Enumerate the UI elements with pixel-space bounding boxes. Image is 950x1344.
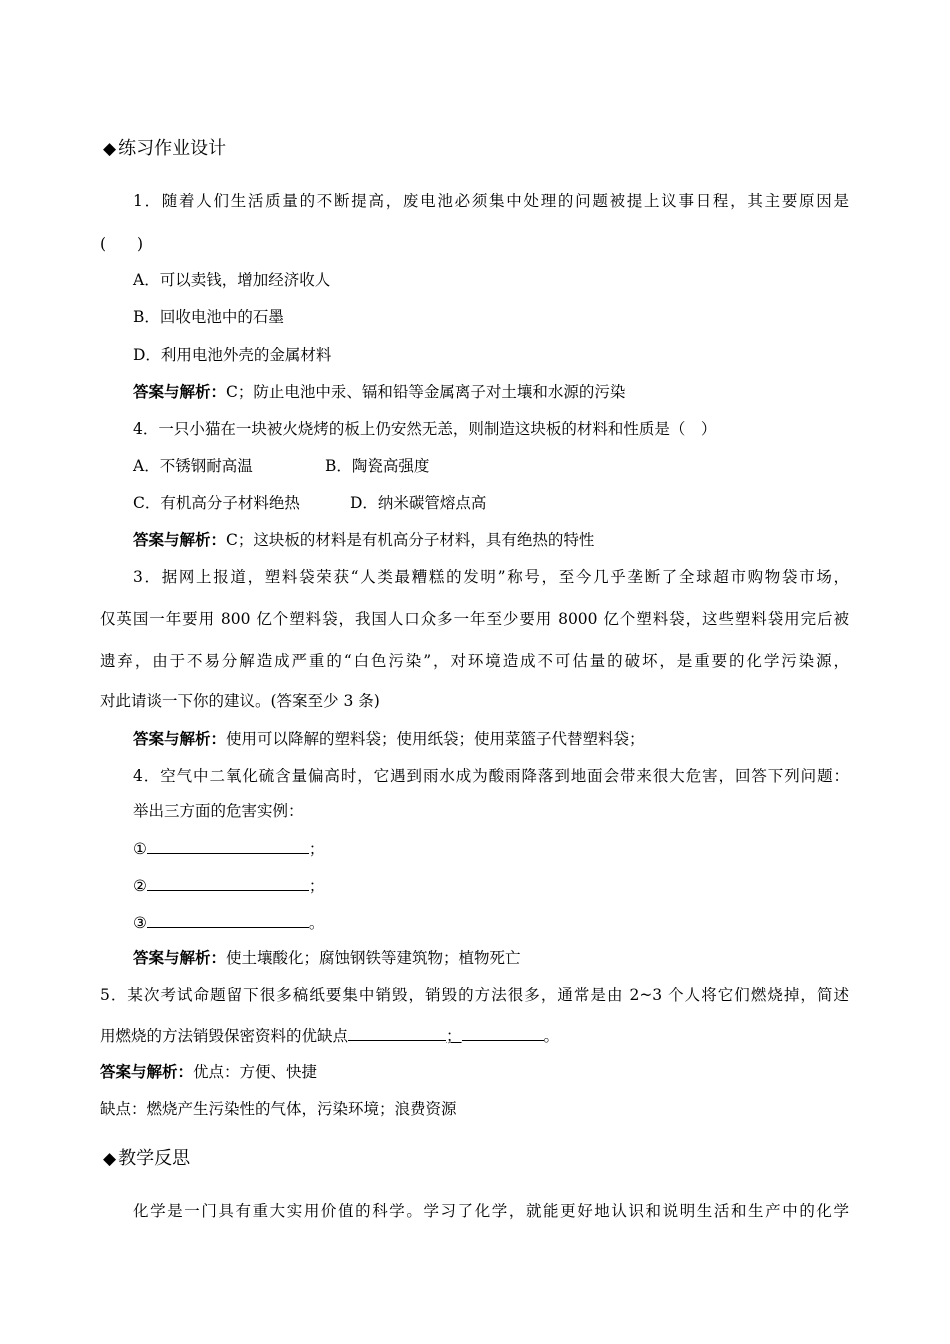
q1-answer-text: C；防止电池中汞、镉和铅等金属离子对土壤和水源的污染 bbox=[226, 383, 626, 401]
q5-answer-label: 答案与解析： bbox=[100, 1062, 194, 1081]
q1-answer-label: 答案与解析： bbox=[133, 382, 227, 401]
reflection-heading: ◆ 教学反思 bbox=[103, 1148, 191, 1169]
q4-blank-1[interactable] bbox=[147, 837, 309, 854]
diamond-bullet-icon: ◆ bbox=[103, 139, 117, 159]
q5-answer-text: 优点：方便、快捷 bbox=[193, 1063, 318, 1081]
q3-answer bbox=[133, 728, 645, 750]
q1-option-b: B．回收电池中的石墨 bbox=[133, 308, 284, 326]
q2-stem: 4．一只小猫在一块被火烧烤的板上仍安然无恙，则制造这块板的材料和性质是（ ） bbox=[133, 420, 717, 438]
q4-blank-3[interactable] bbox=[147, 911, 309, 928]
q2-option-d: D．纳米碳管熔点高 bbox=[350, 494, 487, 512]
q5-extra-line: 缺点：燃烧产生污染性的气体，污染环境；浪费资源 bbox=[100, 1100, 457, 1118]
q3-line-1: 3．据网上报道，塑料袋荣获“人类最糟糕的发明”称号，至今几乎垄断了全球超市购物袋市场， bbox=[133, 568, 849, 586]
q4-item-2: ② ； bbox=[133, 874, 324, 897]
q1-option-a: A．可以卖钱，增加经济收人 bbox=[133, 271, 331, 289]
q5-blank-disadvantage[interactable] bbox=[462, 1024, 544, 1041]
q5-line-1: 5．某次考试命题留下很多稿纸要集中销毁，销毁的方法很多，通常是由 2~3 个人将它们燃烧掉，简述 bbox=[100, 986, 849, 1004]
q4-answer bbox=[133, 947, 521, 969]
q1-stem: 1．随着人们生活质量的不断提高，废电池必须集中处理的问题被提上议事日程，其主要原因是 bbox=[133, 192, 849, 210]
q4-line-2: 举出三方面的危害实例： bbox=[133, 802, 304, 820]
reflection-line-1: 化学是一门具有重大实用价值的科学。学习了化学，就能更好地认识和说明生活和生产中的化学 bbox=[133, 1202, 849, 1220]
q4-item-3: ③ 。 bbox=[133, 911, 324, 934]
q5-blank-advantage[interactable] bbox=[348, 1024, 446, 1041]
q4-blank-2[interactable] bbox=[147, 874, 309, 891]
q1-bracket: ( ) bbox=[100, 235, 144, 253]
q3-line-3: 遗弃，由于不易分解造成严重的“白色污染”，对环境造成不可估量的破坏，是重要的化学污染源， bbox=[100, 652, 849, 670]
q4-item-1: ① ； bbox=[133, 837, 324, 860]
diamond-bullet-icon: ◆ bbox=[103, 1149, 117, 1169]
q4-line-1: 4．空气中二氧化硫含量偏高时，它遇到雨水成为酸雨降落到地面会带来很大危害，回答下列问题： bbox=[133, 767, 849, 785]
q4-answer-text: 使土壤酸化；腐蚀钢铁等建筑物；植物死亡 bbox=[226, 949, 521, 967]
q2-option-a: A．不锈钢耐高温 bbox=[133, 457, 253, 475]
practice-heading: ◆ 练习作业设计 bbox=[103, 138, 227, 159]
q5-answer bbox=[100, 1061, 317, 1083]
q2-option-c: C．有机高分子材料绝热 bbox=[133, 494, 300, 512]
q3-line-2: 仅英国一年要用 800 亿个塑料袋，我国人口众多一年至少要用 8000 亿个塑料袋，这些塑料袋用完后被 bbox=[100, 610, 849, 628]
q1-answer bbox=[133, 381, 625, 403]
q3-answer-label: 答案与解析： bbox=[133, 729, 227, 748]
q2-answer-text: C；这块板的材料是有机高分子材料，具有绝热的特性 bbox=[226, 531, 595, 549]
q4-answer-label: 答案与解析： bbox=[133, 948, 227, 967]
q3-answer-text: 使用可以降解的塑料袋；使用纸袋；使用菜篮子代替塑料袋； bbox=[226, 730, 645, 748]
q5-line-2: 用燃烧的方法销毁保密资料的优缺点 ； 。 bbox=[100, 1024, 559, 1047]
q2-answer-label: 答案与解析： bbox=[133, 530, 227, 549]
q2-answer bbox=[133, 529, 594, 551]
q1-option-d: D．利用电池外壳的金属材料 bbox=[133, 346, 332, 364]
q3-line-4: 对此请谈一下你的建议。(答案至少 3 条) bbox=[100, 692, 380, 710]
q2-option-b: B．陶瓷高强度 bbox=[325, 457, 430, 475]
